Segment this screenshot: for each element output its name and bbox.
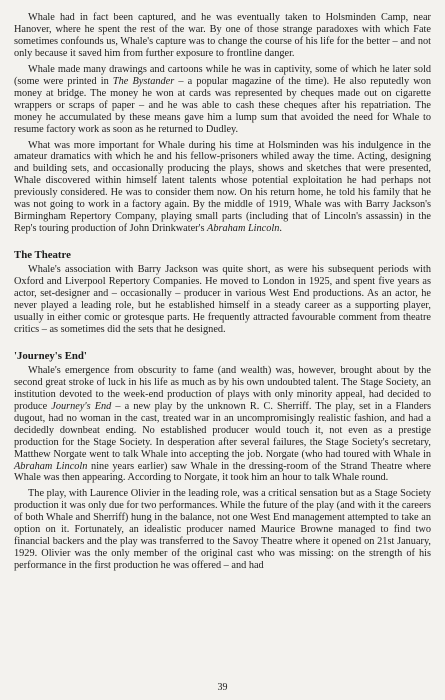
- paragraph-amateur-dramatics: [14, 140, 431, 236]
- text-run: Whale's emergence from obscurity to fame (and wealth) was, however, brought about by the second great stroke of luck in his life as much as by his own undoubted talent. The Stage Society, an institution devoted to the week-end production of plays with only minority appeal, had decided to produce: [14, 364, 431, 412]
- italic-title-abraham-lincoln: Abraham Lincoln: [14, 460, 88, 472]
- text-run: Whale made many drawings and cartoons while he was in captivity, some of which he later sold (some were printed in: [14, 63, 431, 87]
- italic-title-abraham-lincoln: Abraham Lincoln: [207, 223, 280, 235]
- italic-title-bystander: The Bystander: [112, 75, 175, 87]
- section-heading-journeys-end: 'Journey's End': [14, 349, 87, 362]
- text-run: nine years earlier) saw Whale in the dressing-room of the Strand Theatre where Whale was then appearing. According to Norgate, it took him an hour to talk Whale round.: [14, 460, 431, 484]
- page-number: 39: [217, 682, 228, 693]
- paragraph-olivier: The play, with Laurence Olivier in the leading role, was a critical sensation but as a Stage Society production it was only due for two performances. While the future of the play (and with it the careers of both Whale and Sherriff) hung in the balance, not one West End management attempted to take an option on it. Fortunately, an idealistic producer named Maurice Browne managed to find two financial backers and the play was transferred to the Savoy Theatre where it opened on 21st January, 1929. Olivier was the only member of the original cast who was missing: on the strength of his performance in the first production he was offered – and had: [14, 488, 431, 572]
- text-run: – a popular magazine of the time). He also reputedly won money at bridge. The money he won at cards was represented by cheques made out on cigarette wrappers or scraps of paper – and he was able to cash these cheques after his repatriation. The money he accumulated by these means gave him a lump sum that avoided the need for Whale to resume factory work as soon as he returned to Dudley.: [14, 75, 431, 135]
- paragraph-capture: Whale had in fact been captured, and he was eventually taken to Holsminden Camp, near Hanover, where he spent the rest of the war. By one of those strange paradoxes with which Fate sometimes confounds us, Whale's capture was to change the course of his life for the better – and not only because it saved him from further exposure to frontline danger.: [14, 12, 431, 59]
- paragraph-emergence: [14, 365, 431, 485]
- paragraph-barry-jackson: Whale's association with Barry Jackson was quite short, as were his subsequent periods with Oxford and Liverpool Repertory Companies. He moved to London in 1925, and spent five years as actor, set-designer and – occasionally – producer in various West End productions. As an actor, he never played a leading role, but he established himself in a steady career as a supporting player, usually in either comic or grotesque parts. He frequently attracted favourable comment from theatre critics – as sometimes did the sets that he designed.: [14, 264, 431, 335]
- text-run: What was more important for Whale during his time at Holsminden was his indulgence in the amateur dramatics with which he and his fellow-prisoners whiled away the time. Acting, designing and building sets, and occasionally producing the plays, shows and sketches that were presented, Whale discovered within himself latent talents whose potential exploitation he had perhaps not previously considered. He was to consider them now. On his return home, he told his family that he was not going to work in a factory again. By the middle of 1919, Whale was with Barry Jackson's Birmingham Repertory Company, playing small parts (including that of Lincoln's assassin) in the Rep's touring production of John Drinkwater's: [14, 139, 431, 235]
- text-run: .: [279, 223, 282, 235]
- section-heading-theatre: The Theatre: [14, 249, 71, 262]
- text-run: – a new play by the unknown R. C. Sherriff. The play, set in a Flanders dugout, had no woman in the cast, treated war in an uncompromisingly realistic fashion, and had a decidedly downbeat ending. No established producer would touch it, not even as a prestige production for the Stage Society. In desperation after several failures, the Stage Society's secretary, Matthew Norgate went to talk Whale into accepting the job. Norgate (who had toured with Whale in: [14, 400, 431, 460]
- italic-title-journeys-end: Journey's End: [51, 400, 112, 412]
- paragraph-captivity: [14, 64, 431, 136]
